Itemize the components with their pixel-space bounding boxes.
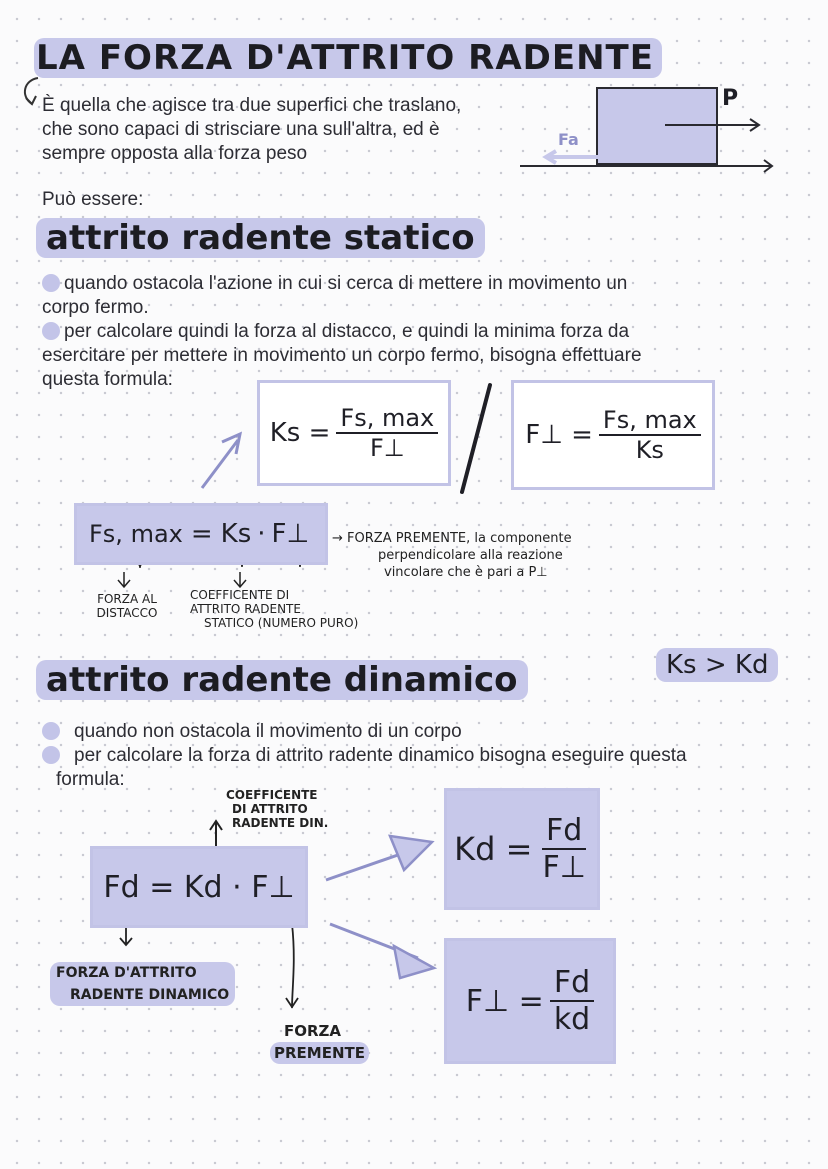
p-vector-label: P (722, 86, 739, 111)
statico-bullet-1: quando ostacola l'azione in cui si cerca di mettere in movimento un corpo fermo. (42, 273, 628, 318)
bullet-icon (42, 746, 60, 764)
formula-main-statico: Fs, max = Ks · F⊥ (74, 503, 328, 565)
bullet-icon (42, 274, 60, 292)
bullet-icon (42, 722, 60, 740)
ks-kd-comparison: Ks > Kd (656, 648, 778, 682)
formula-box-fperp-dinamico: F⊥ = $\frac{Fd}{kd}$ (444, 938, 616, 1064)
intro-text: È quella che agisce tra due superfici che traslano, che sono capaci di strisciare una sull'altra, ed è sempre opposta alla forza peso (42, 95, 462, 164)
dinamico-bullet-2: per calcolare la forza di attrito radente dinamico bisogna eseguire questa formula: (42, 744, 822, 792)
heading-dinamico: attrito radente dinamico (36, 660, 528, 700)
note-forza-premente: → FORZA PREMENTE, la componente perpendicolare alla reazione vincolare che è pari a P⊥ (332, 531, 572, 580)
slash-divider (462, 385, 490, 492)
label-coeff-statico: COEFFICENTE DI ATTRITO RADENTE STATICO (NUMERO PURO) (190, 588, 359, 630)
formula-box-ks: Ks = $\frac{Fs, \max}{F\perp}$ (257, 380, 451, 486)
page-title: LA FORZA D'ATTRITO RADENTE (34, 38, 662, 78)
formula-main-dinamico: Fd = Kd · F⊥ (90, 846, 308, 928)
fa-vector-label: Fa (558, 130, 579, 149)
label-coeff-dinamico: COEFFICENTE DI ATTRITO RADENTE DIN. (226, 788, 329, 830)
arrow-down-premente-icon (286, 924, 298, 1008)
dinamico-bullet-1: quando non ostacola il movimento di un corpo (42, 720, 802, 744)
puo-essere: Può essere: (42, 189, 144, 210)
statico-bullet-2: per calcolare quindi la forza al distacco, e quindi la minima forza da esercitare per mettere in movimento un corpo fermo, bisogna effettuare questa formula: (42, 321, 642, 390)
formula-box-fperp: F⊥ = $\frac{Fs, \max}{Ks}$ (511, 380, 715, 490)
label-forza-premente: FORZA PREMENTE (270, 1020, 369, 1064)
formula-box-kd: Kd = $\frac{Fd}{F\perp}$ (444, 788, 600, 910)
label-forza-distacco: FORZA AL DISTACCO (96, 592, 158, 620)
bullet-icon (42, 322, 60, 340)
label-forza-dinamico: FORZA D'ATTRITO RADENTE DINAMICO (50, 962, 235, 1006)
arrow-up-icon (202, 434, 240, 488)
heading-statico: attrito radente statico (36, 218, 485, 258)
